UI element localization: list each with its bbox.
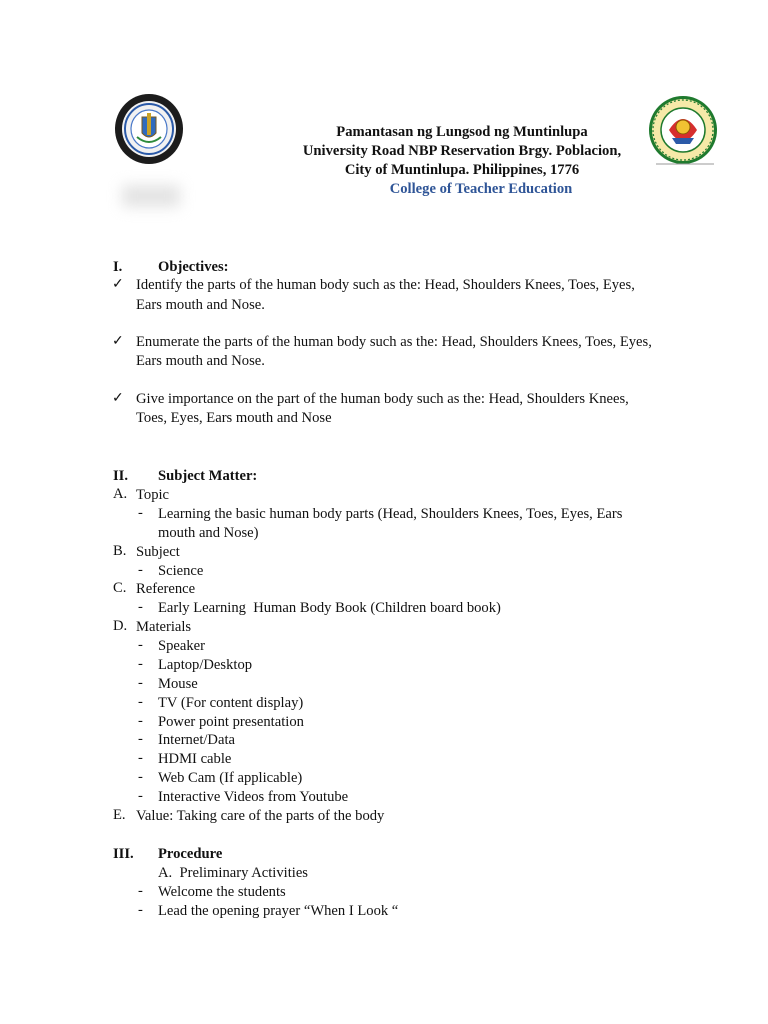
section-numeral: II. [113, 468, 129, 484]
dash-bullet: - [138, 505, 143, 521]
list-letter: E. [113, 807, 126, 823]
section-title-procedure: Procedure [158, 846, 223, 862]
objective-text: Ears mouth and Nose. [136, 353, 265, 369]
objective-text: Enumerate the parts of the human body such as the: Head, Shoulders Knees, Toes, Eyes, [136, 334, 652, 350]
material-item: Internet/Data [158, 732, 235, 748]
checkmark-icon: ✓ [112, 334, 124, 349]
dash-bullet: - [138, 750, 143, 766]
left-university-seal-icon [114, 93, 184, 165]
section-title-objectives: Objectives: [158, 259, 229, 275]
material-item: TV (For content display) [158, 695, 304, 711]
dash-bullet: - [138, 731, 143, 747]
subject-value: Science [158, 563, 204, 579]
objective-text: Identify the parts of the human body such as the: Head, Shoulders Knees, Toes, Eyes, [136, 277, 635, 293]
dash-bullet: - [138, 599, 143, 615]
material-item: Interactive Videos from Youtube [158, 789, 349, 805]
material-item: Laptop/Desktop [158, 657, 253, 673]
dash-bullet: - [138, 694, 143, 710]
list-letter: C. [113, 580, 127, 596]
checkmark-icon: ✓ [112, 391, 124, 406]
list-letter: A. [113, 486, 128, 502]
item-label-reference: Reference [136, 581, 196, 597]
college-name: College of Teacher Education [389, 181, 573, 197]
section-title-subject-matter: Subject Matter: [158, 468, 258, 484]
topic-text: mouth and Nose) [158, 525, 259, 541]
dash-bullet: - [138, 562, 143, 578]
dash-bullet: - [138, 675, 143, 691]
topic-text: Learning the basic human body parts (Head, Shoulders Knees, Toes, Eyes, Ears [158, 506, 623, 522]
procedure-item: Lead the opening prayer “When I Look “ [158, 903, 399, 919]
item-label-subject: Subject [136, 544, 180, 560]
list-letter: B. [113, 543, 127, 559]
item-label-topic: Topic [136, 487, 170, 503]
objective-text: Give importance on the part of the human body such as the: Head, Shoulders Knees, [136, 391, 629, 407]
list-letter: D. [113, 618, 128, 634]
dash-bullet: - [138, 902, 143, 918]
university-address: University Road NBP Reservation Brgy. Poblacion, [302, 143, 622, 159]
procedure-item: Welcome the students [158, 884, 286, 900]
dash-bullet: - [138, 713, 143, 729]
section-numeral: III. [113, 846, 134, 862]
value-text: Value: Taking care of the parts of the body [136, 808, 385, 824]
procedure-subheading: A. Preliminary Activities [158, 865, 308, 881]
objective-text: Toes, Eyes, Ears mouth and Nose [136, 410, 332, 426]
reference-value: Early Learning Human Body Book (Children board book) [158, 600, 501, 616]
objective-text: Ears mouth and Nose. [136, 297, 265, 313]
material-item: HDMI cable [158, 751, 232, 767]
dash-bullet: - [138, 637, 143, 653]
dash-bullet: - [138, 656, 143, 672]
dash-bullet: - [138, 788, 143, 804]
material-item: Power point presentation [158, 714, 304, 730]
university-city: City of Muntinlupa. Philippines, 1776 [344, 162, 580, 178]
blurred-mark [122, 185, 180, 207]
material-item: Web Cam (If applicable) [158, 770, 303, 786]
dash-bullet: - [138, 883, 143, 899]
dash-bullet: - [138, 769, 143, 785]
item-label-materials: Materials [136, 619, 192, 635]
section-numeral: I. [113, 259, 123, 275]
material-item: Mouse [158, 676, 198, 692]
university-name: Pamantasan ng Lungsod ng Muntinlupa [336, 124, 588, 140]
checkmark-icon: ✓ [112, 277, 124, 292]
material-item: Speaker [158, 638, 206, 654]
